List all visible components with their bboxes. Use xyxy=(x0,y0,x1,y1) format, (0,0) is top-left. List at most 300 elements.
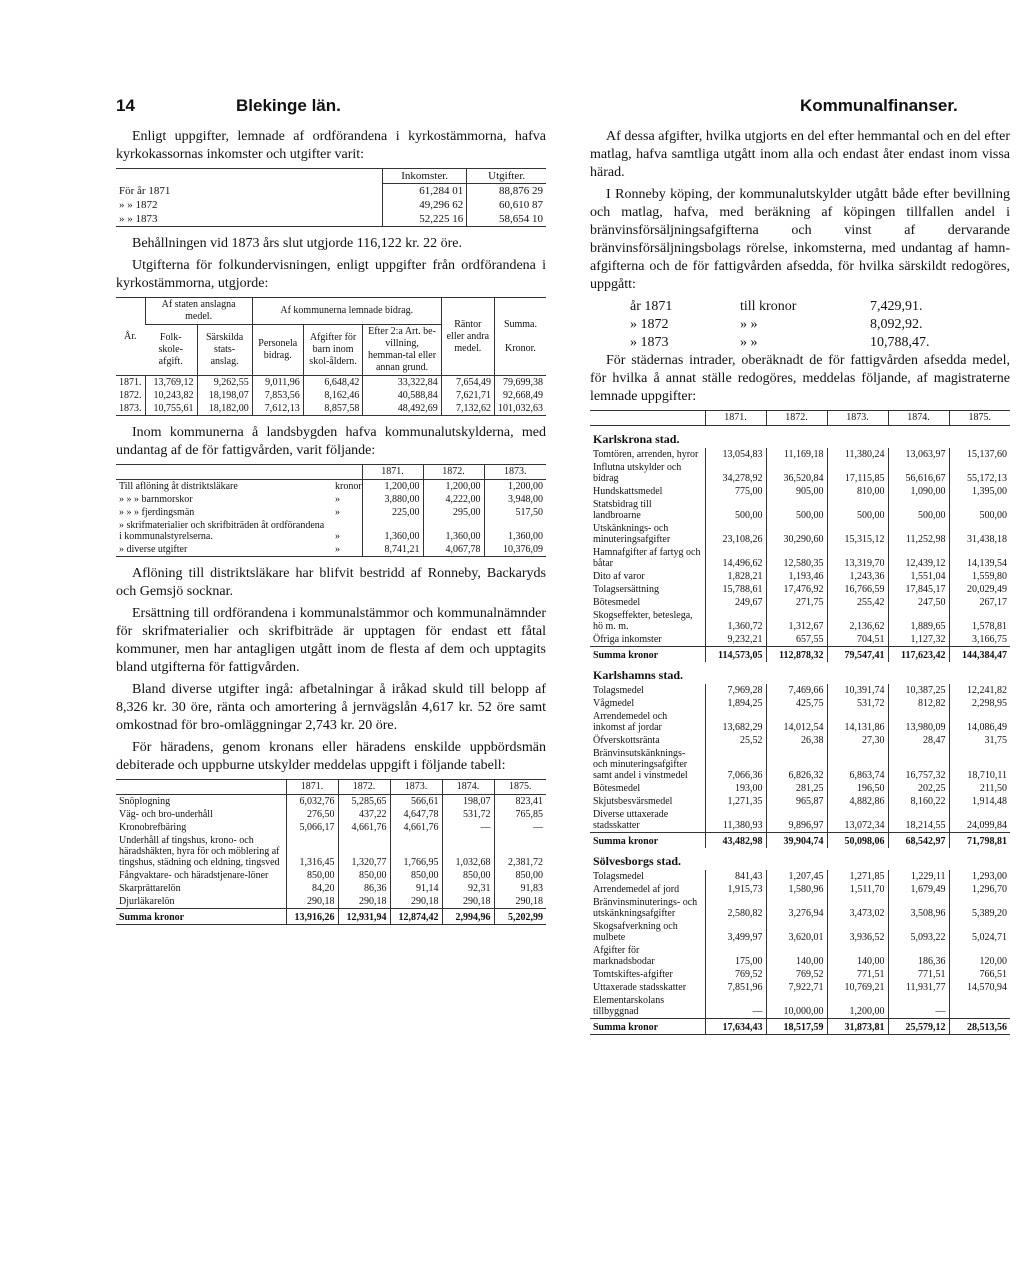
cell-value: 120,00 xyxy=(949,944,1010,968)
cell-value: 117,623,42 xyxy=(888,647,949,663)
section-title: Sölvesborgs stad. xyxy=(593,854,682,868)
cell-value: 13,682,29 xyxy=(705,710,766,734)
cell-value: 1,090,00 xyxy=(888,485,949,498)
cell-value: 850,00 xyxy=(494,869,546,882)
row-label: Summa kronor xyxy=(590,833,705,849)
education-intro: Utgifterna för folkundervisningen, enligt uppgifter från ordförandena i kyrkostämmorna, utgjorde: xyxy=(116,258,546,291)
year-cell: 7,429,91. xyxy=(870,299,923,314)
row-label: Vågmedel xyxy=(593,698,635,709)
cell-value xyxy=(949,994,1010,1019)
row-label: Bötesmedel xyxy=(593,597,641,608)
cell-value: 271,75 xyxy=(766,596,827,609)
cell-value: 10,243,82 xyxy=(145,389,197,402)
cell-value: 1,679,49 xyxy=(888,883,949,896)
cell-value: 769,52 xyxy=(766,968,827,981)
cell-value: 11,252,98 xyxy=(888,522,949,546)
table-row xyxy=(590,596,1010,609)
cell-value: 4,661,76 xyxy=(390,821,442,834)
cell-value: 290,18 xyxy=(494,895,546,909)
row-label: Statsbidrag till landbroarne xyxy=(593,499,652,521)
left-column xyxy=(116,128,546,933)
cell-value: 27,30 xyxy=(827,734,888,747)
cell-value: 9,896,97 xyxy=(766,808,827,833)
cell-value: 30,290,60 xyxy=(766,522,827,546)
cell-value: 175,00 xyxy=(705,944,766,968)
cell-value: 1,828,21 xyxy=(705,570,766,583)
year-cell: 10,788,47. xyxy=(870,335,930,350)
cell-value: 15,315,12 xyxy=(827,522,888,546)
cell-value: 16,757,32 xyxy=(888,747,949,782)
cell-value: 48,492,69 xyxy=(363,402,441,416)
cell-value: 28,513,56 xyxy=(949,1019,1010,1035)
col-header: 1873. xyxy=(827,411,888,426)
cell-value: 17,115,85 xyxy=(827,461,888,485)
cell-value: 4,882,86 xyxy=(827,795,888,808)
row-label: 1871. xyxy=(116,376,145,390)
cell-value: 517,50 xyxy=(484,506,546,519)
cell-value: 14,139,54 xyxy=(949,546,1010,570)
row-label: » » 1872 xyxy=(119,199,158,211)
section-row xyxy=(590,848,1010,870)
cell-value: 114,573,05 xyxy=(705,647,766,663)
cell-value: 5,285,65 xyxy=(338,795,390,809)
row-label: Diverse uttaxerade stadsskatter xyxy=(593,809,669,831)
col-header: 1872. xyxy=(766,411,827,426)
cell-value: 6,032,76 xyxy=(286,795,338,809)
table-row xyxy=(116,795,546,809)
cell-value: 23,108,26 xyxy=(705,522,766,546)
cell-value: 1,766,95 xyxy=(390,834,442,869)
cell-value: 6,863,74 xyxy=(827,747,888,782)
cell-value: 12,874,42 xyxy=(390,909,442,925)
cell-value: 10,000,00 xyxy=(766,994,827,1019)
cell-value: 71,798,81 xyxy=(949,833,1010,849)
year-cell: år 1871 xyxy=(630,299,673,314)
cell-value: 14,496,62 xyxy=(705,546,766,570)
row-label: För år 1871 xyxy=(119,185,171,197)
year-cell: » » xyxy=(740,317,758,332)
cell-value: 15,137,60 xyxy=(949,448,1010,461)
summa-label: Summa. xyxy=(503,318,537,330)
municipal-intro: Inom kommunerna å landsbygden hafva kommunalutskylderna, med undantag af de för fattigvården, varit följande: xyxy=(116,425,546,458)
cell-value: 7,922,71 xyxy=(766,981,827,994)
cell-value: 823,41 xyxy=(494,795,546,809)
cell-value: 1,360,00 xyxy=(423,519,484,543)
row-label: Hamnafgifter af fartyg och båtar xyxy=(593,547,701,569)
cell-value: 2,298,95 xyxy=(949,697,1010,710)
cell-value: 2,580,82 xyxy=(705,896,766,920)
cell-value: 5,093,22 xyxy=(888,920,949,944)
table-row xyxy=(116,869,546,882)
col-header: 1871. xyxy=(362,465,423,480)
table-row xyxy=(590,734,1010,747)
table-row xyxy=(116,519,546,543)
col-header: 1875. xyxy=(949,411,1010,426)
cell-value: 1,580,96 xyxy=(766,883,827,896)
col-header: 1873. xyxy=(484,465,546,480)
towns-table xyxy=(590,410,1010,1035)
cell-value: 9,262,55 xyxy=(197,376,252,390)
page-number: 14 xyxy=(116,96,135,115)
table-row xyxy=(590,795,1010,808)
row-label: Uttaxerade stadsskatter xyxy=(593,982,687,993)
col-header: Utgifter. xyxy=(467,169,546,184)
paragraph: I Ronneby köping, der kommunalutskylder utgått både efter bevillning och matlag, hafva, med beräkning af köpingen tillfallen andel i bränvinsförsäljningsafgifterna och vinst af dervarande bränvinsförsäljningsbolags rörelse, inkomsterna, med undantag af hamn-afgifterna och de för fattigvården afsedda, för hvilka särskildt redogöres, uppgått: xyxy=(590,187,1010,292)
year-cell: 8,092,92. xyxy=(870,317,923,332)
year-line xyxy=(630,298,1010,316)
cell-value: 4,222,00 xyxy=(423,493,484,506)
table-row xyxy=(590,448,1010,461)
row-label: Öfriga inkomster xyxy=(593,634,662,645)
sum-row xyxy=(590,833,1010,849)
cell-value: 196,50 xyxy=(827,782,888,795)
cell-value: 531,72 xyxy=(827,697,888,710)
church-funds-table xyxy=(116,168,546,227)
cell-value: 18,182,00 xyxy=(197,402,252,416)
cell-value: 49,296 62 xyxy=(383,198,467,212)
cell-value: 7,853,56 xyxy=(252,389,303,402)
cell-value: 290,18 xyxy=(338,895,390,909)
cell-value: 14,086,49 xyxy=(949,710,1010,734)
cell-value: — xyxy=(494,821,546,834)
cell-value: 3,276,94 xyxy=(766,896,827,920)
cell-value: 15,788,61 xyxy=(705,583,766,596)
row-label: Bränvinsminuterings- och utskänkningsafgifter xyxy=(593,897,698,919)
cell-value: 7,612,13 xyxy=(252,402,303,416)
cell-value: 33,322,84 xyxy=(363,376,441,390)
paragraph: För häradens, genom kronans eller häradens enskilde uppbördsmän debiterade och uppburne utskylder meddelas uppgift i följande tabell: xyxy=(116,740,546,773)
row-label: Afgifter för marknadsbodar xyxy=(593,945,655,967)
cell-value: 91,14 xyxy=(390,882,442,895)
cell-value: 198,07 xyxy=(442,795,494,809)
table-row xyxy=(116,198,546,212)
row-label: Skarprättarelön xyxy=(119,883,181,894)
row-label: Djurläkarelön xyxy=(119,896,175,907)
cell-value: 290,18 xyxy=(390,895,442,909)
cell-value: 1,193,46 xyxy=(766,570,827,583)
cell-value: 850,00 xyxy=(338,869,390,882)
col-header: Afgifter för barn inom skol-åldern. xyxy=(303,325,363,376)
table-row xyxy=(116,834,546,869)
row-label: » » » fjerdingsmän xyxy=(119,507,195,518)
cell-value: 18,198,07 xyxy=(197,389,252,402)
cell-value: 40,588,84 xyxy=(363,389,441,402)
cell-value: 112,878,32 xyxy=(766,647,827,663)
cell-value: 14,012,54 xyxy=(766,710,827,734)
row-label: Tomtören, arrenden, hyror xyxy=(593,449,699,460)
cell-value: 2,994,96 xyxy=(442,909,494,925)
cell-value: 7,621,71 xyxy=(441,389,494,402)
row-label: Fångvaktare- och häradstjenare-löner xyxy=(119,870,269,881)
table-row xyxy=(590,896,1010,920)
cell-value: 3,948,00 xyxy=(484,493,546,506)
cell-value: 500,00 xyxy=(705,498,766,522)
cell-value: 531,72 xyxy=(442,808,494,821)
row-label: Tomtskiftes-afgifter xyxy=(593,969,673,980)
table-row xyxy=(590,583,1010,596)
cell-value: 140,00 xyxy=(766,944,827,968)
cell-value: 31,438,18 xyxy=(949,522,1010,546)
table-row xyxy=(590,522,1010,546)
row-label: Underhåll af tingshus, krono- och häradshäkten, hyra för och möblering af tingshus, städning och eldning, tingsved xyxy=(119,835,280,868)
cell-value: 9,011,96 xyxy=(252,376,303,390)
municipal-table xyxy=(116,464,546,557)
right-column xyxy=(590,128,1010,1043)
cell-value: 31,75 xyxy=(949,734,1010,747)
cell-value: 1,395,00 xyxy=(949,485,1010,498)
year-line xyxy=(630,334,1010,352)
cell-value: 1,559,80 xyxy=(949,570,1010,583)
cell-value: 3,499,97 xyxy=(705,920,766,944)
row-label: Bötesmedel xyxy=(593,783,641,794)
row-label: Summa kronor xyxy=(590,1019,705,1035)
cell-value: 50,098,06 xyxy=(827,833,888,849)
cell-value: 5,024,71 xyxy=(949,920,1010,944)
cell-value: 3,508,96 xyxy=(888,896,949,920)
cell-value: 6,648,42 xyxy=(303,376,363,390)
row-label: Influtna utskylder och bidrag xyxy=(593,462,682,484)
cell-value: 31,873,81 xyxy=(827,1019,888,1035)
cell-value: 79,699,38 xyxy=(494,376,546,390)
cell-value: 850,00 xyxy=(286,869,338,882)
row-label: 1873. xyxy=(119,403,142,414)
intro-paragraph: Enligt uppgifter, lemnade af ordförandena i kyrkostämmorna, hafva kyrkokassornas inkomster och utgifter varit: xyxy=(116,129,546,162)
cell-value: 1,271,35 xyxy=(705,795,766,808)
col-header: År. xyxy=(116,298,145,376)
col-header: Folk-skole-afgift. xyxy=(145,325,197,376)
cell-value: 1,889,65 xyxy=(888,609,949,633)
cell-value: 11,931,77 xyxy=(888,981,949,994)
cell-value: 17,476,92 xyxy=(766,583,827,596)
cell-value: 704,51 xyxy=(827,633,888,647)
kronor-label: Kronor. xyxy=(505,342,536,354)
ronneby-years xyxy=(590,298,1010,352)
cell-value: 193,00 xyxy=(705,782,766,795)
row-label: » xyxy=(335,544,340,555)
cell-value: 84,20 xyxy=(286,882,338,895)
cell-value: 1,032,68 xyxy=(442,834,494,869)
education-table xyxy=(116,297,546,416)
row-label: » » 1873 xyxy=(119,213,158,225)
col-header: 1871. xyxy=(705,411,766,426)
row-label: kronor xyxy=(335,481,362,492)
cell-value: 13,769,12 xyxy=(145,376,197,390)
cell-value: 500,00 xyxy=(827,498,888,522)
table-row xyxy=(590,546,1010,570)
cell-value: 1,200,00 xyxy=(423,480,484,494)
cell-value: 34,278,92 xyxy=(705,461,766,485)
cell-value: 18,710,11 xyxy=(949,747,1010,782)
cell-value: 850,00 xyxy=(390,869,442,882)
cell-value: 10,391,74 xyxy=(827,684,888,697)
cell-value: 4,647,78 xyxy=(390,808,442,821)
table-row xyxy=(116,821,546,834)
table-row xyxy=(590,697,1010,710)
paragraph: Aflöning till distriktsläkare har blifvit bestridd af Ronneby, Backaryds och Gemsjö socknar. xyxy=(116,566,546,599)
cell-value: 18,214,55 xyxy=(888,808,949,833)
table-row xyxy=(590,461,1010,485)
cell-value: 11,380,24 xyxy=(827,448,888,461)
cell-value: 20,029,49 xyxy=(949,583,1010,596)
table-row xyxy=(590,609,1010,633)
table-row xyxy=(590,747,1010,782)
row-label: » xyxy=(335,494,340,505)
table-row xyxy=(590,808,1010,833)
table-row xyxy=(116,389,546,402)
row-label: Öfverskottsränta xyxy=(593,735,660,746)
table-row xyxy=(116,402,546,416)
cell-value: 437,22 xyxy=(338,808,390,821)
cell-value: 14,570,94 xyxy=(949,981,1010,994)
cell-value: 8,857,58 xyxy=(303,402,363,416)
cell-value: 5,202,99 xyxy=(494,909,546,925)
cell-value: 1,200,00 xyxy=(484,480,546,494)
table-row xyxy=(590,633,1010,647)
row-label: Tolagsmedel xyxy=(593,685,644,696)
table-row xyxy=(590,570,1010,583)
row-label: Dito af varor xyxy=(593,571,645,582)
table-row xyxy=(116,808,546,821)
cell-value: 17,845,17 xyxy=(888,583,949,596)
cell-value: 1,914,48 xyxy=(949,795,1010,808)
row-label: Utskänknings- och minuteringsafgifter xyxy=(593,523,671,545)
cell-value: 3,473,02 xyxy=(827,896,888,920)
cell-value: 1,360,72 xyxy=(705,609,766,633)
cell-value: — xyxy=(888,994,949,1019)
cell-value: 92,668,49 xyxy=(494,389,546,402)
paragraph: Af dessa afgifter, hvilka utgjorts en del efter hemmantal och en del efter matlag, hafva samtliga utgått inom alla och endast åter endast inom vissa härad. xyxy=(590,129,1010,180)
cell-value: 13,054,83 xyxy=(705,448,766,461)
cell-value: 1,229,11 xyxy=(888,870,949,883)
cell-value: 8,160,22 xyxy=(888,795,949,808)
cell-value: 7,654,49 xyxy=(441,376,494,390)
table-row xyxy=(116,184,546,199)
col-header: Personela bidrag. xyxy=(252,325,303,376)
table-row xyxy=(590,870,1010,883)
row-label: Tolagsersättning xyxy=(593,584,659,595)
cell-value: 2,381,72 xyxy=(494,834,546,869)
table-row xyxy=(590,684,1010,697)
cell-value: 11,380,93 xyxy=(705,808,766,833)
cell-value: 965,87 xyxy=(766,795,827,808)
table-row xyxy=(590,883,1010,896)
cell-value: 1,320,77 xyxy=(338,834,390,869)
cell-value: 101,032,63 xyxy=(494,402,546,416)
cell-value: 1,296,70 xyxy=(949,883,1010,896)
cell-value: 12,241,82 xyxy=(949,684,1010,697)
row-label: » » » barnmorskor xyxy=(119,494,193,505)
table-row xyxy=(590,944,1010,968)
row-label: Skogsafverkning och mulbete xyxy=(593,921,678,943)
cell-value: 13,063,97 xyxy=(888,448,949,461)
cell-value: 140,00 xyxy=(827,944,888,968)
cell-value: 8,741,21 xyxy=(362,543,423,557)
year-line xyxy=(630,316,1010,334)
sum-row xyxy=(590,1019,1010,1035)
cell-value: 810,00 xyxy=(827,485,888,498)
row-label: Bränvinsutskänknings- och minuteringsafgifter samt andel i vinstmedel xyxy=(593,748,688,781)
sum-row xyxy=(116,909,546,925)
cell-value: 1,207,45 xyxy=(766,870,827,883)
table-row xyxy=(116,212,546,227)
col-header: Efter 2:a Art. be-villning, hemman-tal eller annan grund. xyxy=(363,325,441,376)
cell-value: 1,551,04 xyxy=(888,570,949,583)
cell-value: 267,17 xyxy=(949,596,1010,609)
cell-value: 566,61 xyxy=(390,795,442,809)
table-row xyxy=(590,782,1010,795)
cell-value: 290,18 xyxy=(286,895,338,909)
cell-value: 769,52 xyxy=(705,968,766,981)
table-row xyxy=(590,485,1010,498)
cell-value: 12,931,94 xyxy=(338,909,390,925)
cell-value: 13,980,09 xyxy=(888,710,949,734)
cell-value: 6,826,32 xyxy=(766,747,827,782)
section-title: Karlskrona stad. xyxy=(593,432,680,446)
cell-value: 5,389,20 xyxy=(949,896,1010,920)
row-label: » xyxy=(335,531,340,542)
col-header: 1871. xyxy=(286,780,338,795)
cell-value: 276,50 xyxy=(286,808,338,821)
cell-value: 850,00 xyxy=(442,869,494,882)
cell-value: 290,18 xyxy=(442,895,494,909)
cell-value: 765,85 xyxy=(494,808,546,821)
row-label: 1872. xyxy=(119,390,142,401)
cell-value: 5,066,17 xyxy=(286,821,338,834)
col-header: 1873. xyxy=(390,780,442,795)
row-label: Elementarskolans tillbyggnad xyxy=(593,995,665,1017)
cell-value: 4,067,78 xyxy=(423,543,484,557)
cell-value: 211,50 xyxy=(949,782,1010,795)
sum-row xyxy=(590,647,1010,663)
row-label: Summa kronor xyxy=(116,909,286,925)
table-row xyxy=(116,506,546,519)
paragraph: Bland diverse utgifter ingå: afbetalningar å iråkad skuld till belopp af 8,326 kr. 30 öre, ränta och amortering å jernvägslån 4,617 kr. 52 öre samt omkostnad för bro-omläggningar 2,743 kr. 20 öre. xyxy=(116,682,546,733)
table-row xyxy=(590,498,1010,522)
cell-value: 13,072,34 xyxy=(827,808,888,833)
cell-value: 10,755,61 xyxy=(145,402,197,416)
table-row xyxy=(116,543,546,557)
cell-value: 43,482,98 xyxy=(705,833,766,849)
cell-value: — xyxy=(442,821,494,834)
paragraph: För städernas intrader, oberäknadt de för fattigvården afsedda medel, för hvilka å annat ställe redogöres, meddelas följande, af magistraterne lemnade uppgifter: xyxy=(590,353,1010,404)
row-label: Snöplogning xyxy=(119,796,171,807)
cell-value: 13,916,26 xyxy=(286,909,338,925)
cell-value: 295,00 xyxy=(423,506,484,519)
cell-value: 766,51 xyxy=(949,968,1010,981)
cell-value: 14,131,86 xyxy=(827,710,888,734)
cell-value: 17,634,43 xyxy=(705,1019,766,1035)
cell-value: 1,511,70 xyxy=(827,883,888,896)
cell-value: 1,200,00 xyxy=(362,480,423,494)
row-label: Skogseffekter, beteslega, hö m. m. xyxy=(593,610,693,632)
table-row xyxy=(590,920,1010,944)
cell-value: 12,580,35 xyxy=(766,546,827,570)
table-row xyxy=(116,882,546,895)
col-header: Af kommunerna lemnade bidrag. xyxy=(252,298,441,325)
col-header: Särskilda stats-anslag. xyxy=(197,325,252,376)
cell-value: — xyxy=(705,994,766,1019)
cell-value: 202,25 xyxy=(888,782,949,795)
table-row xyxy=(116,376,546,390)
row-label: » skrifmaterialier och skrifbiträden åt ordförandena i kommunalstyrelserna. xyxy=(119,520,325,542)
cell-value: 26,38 xyxy=(766,734,827,747)
year-cell: » » xyxy=(740,335,758,350)
cell-value: 1,360,00 xyxy=(362,519,423,543)
cell-value: 39,904,74 xyxy=(766,833,827,849)
cell-value: 36,520,84 xyxy=(766,461,827,485)
cell-value: 812,82 xyxy=(888,697,949,710)
cell-value: 7,066,36 xyxy=(705,747,766,782)
